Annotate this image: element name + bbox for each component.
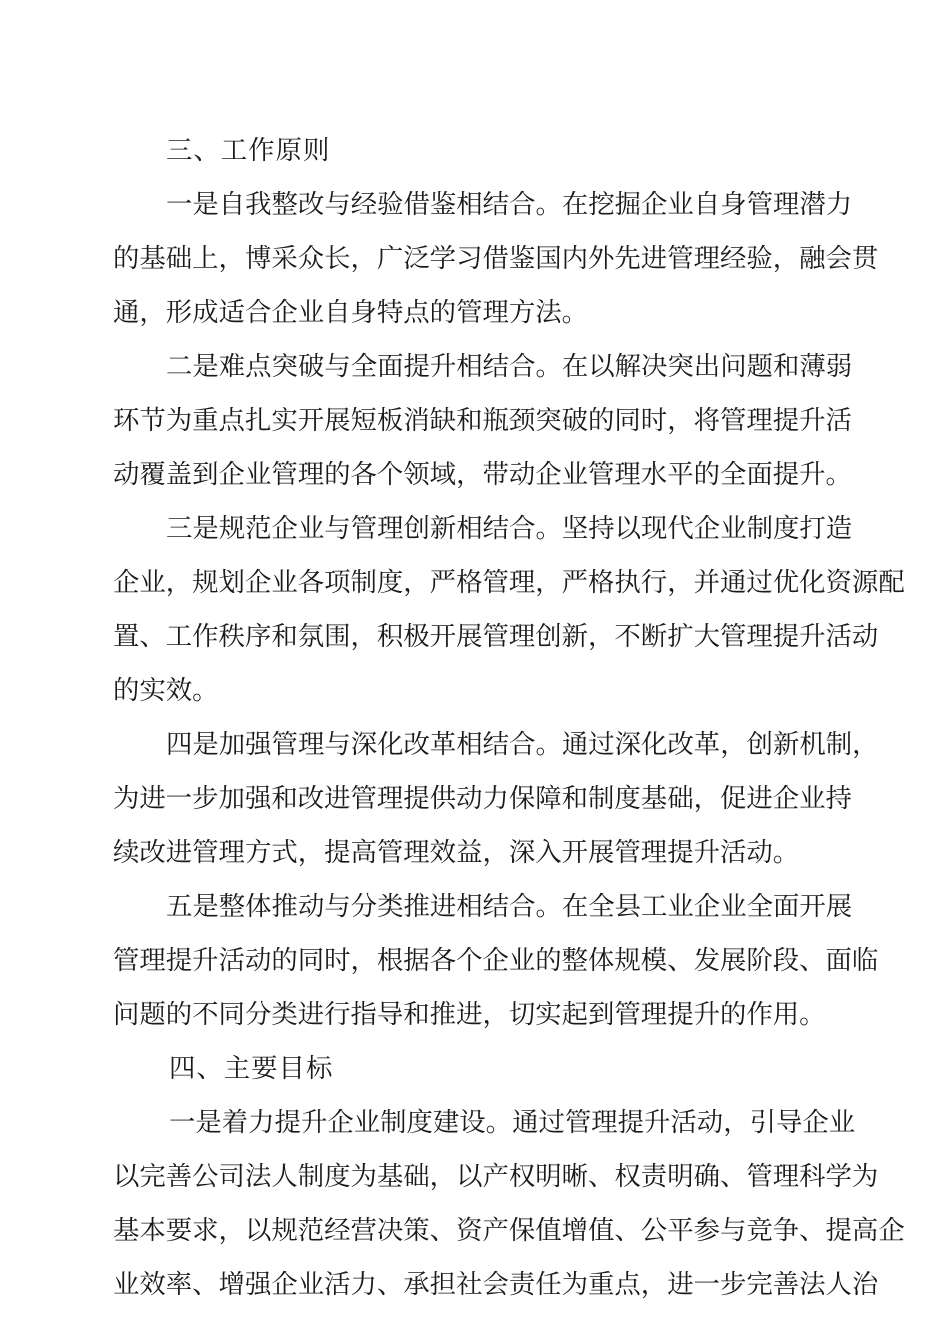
paragraph-line: 续改进管理方式，提高管理效益，深入开展管理提升活动。 xyxy=(113,837,800,868)
document-page xyxy=(113,124,905,1312)
paragraph-line: 为进一步加强和改进管理提供动力保障和制度基础，促进企业持 xyxy=(113,783,852,814)
paragraph-line: 的实效。 xyxy=(113,675,219,706)
paragraph-line: 以完善公司法人制度为基础，以产权明晰、权责明确、管理科学为 xyxy=(113,1161,879,1192)
paragraph-line: 问题的不同分类进行指导和推进，切实起到管理提升的作用。 xyxy=(113,999,826,1030)
paragraph-line: 环节为重点扎实开展短板消缺和瓶颈突破的同时，将管理提升活 xyxy=(113,405,852,436)
paragraph-line: 企业，规划企业各项制度，严格管理，严格执行，并通过优化资源配 xyxy=(113,567,905,598)
paragraph-line: 一是着力提升企业制度建设。通过管理提升活动，引导企业 xyxy=(169,1107,856,1138)
paragraph-line: 业效率、增强企业活力、承担社会责任为重点，进一步完善法人治 xyxy=(113,1269,879,1300)
section-heading-work-principles: 三、工作原则 xyxy=(166,135,331,166)
paragraph-line: 的基础上，博采众长，广泛学习借鉴国内外先进管理经验，融会贯 xyxy=(113,243,879,274)
paragraph-line: 一是自我整改与经验借鉴相结合。在挖掘企业自身管理潜力 xyxy=(166,189,853,220)
paragraph-line: 基本要求，以规范经营决策、资产保值增值、公平参与竞争、提高企 xyxy=(113,1215,905,1246)
paragraph-line: 管理提升活动的同时，根据各个企业的整体规模、发展阶段、面临 xyxy=(113,945,879,976)
paragraph-line: 通，形成适合企业自身特点的管理方法。 xyxy=(113,297,589,328)
paragraph-line: 二是难点突破与全面提升相结合。在以解决突出问题和薄弱 xyxy=(166,351,853,382)
paragraph-line: 五是整体推动与分类推进相结合。在全县工业企业全面开展 xyxy=(166,891,853,922)
section-heading-main-goals: 四、主要目标 xyxy=(169,1053,334,1084)
paragraph-line: 动覆盖到企业管理的各个领域，带动企业管理水平的全面提升。 xyxy=(113,459,852,490)
paragraph-line: 置、工作秩序和氛围，积极开展管理创新，不断扩大管理提升活动 xyxy=(113,621,879,652)
paragraph-line: 四是加强管理与深化改革相结合。通过深化改革，创新机制， xyxy=(166,729,879,760)
paragraph-line: 三是规范企业与管理创新相结合。坚持以现代企业制度打造 xyxy=(166,513,853,544)
